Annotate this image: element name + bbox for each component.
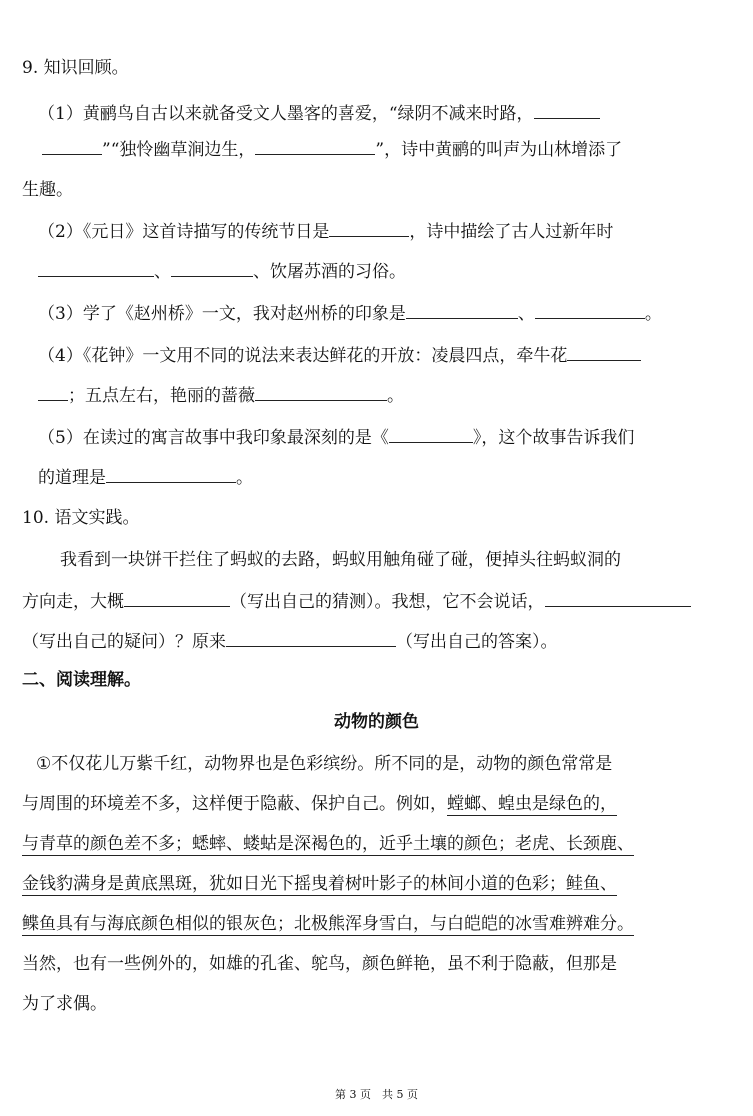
blank[interactable]	[406, 300, 518, 319]
text: 、	[517, 304, 535, 324]
q9-p1-line3: 生趣。	[22, 180, 73, 200]
blank[interactable]	[545, 588, 691, 607]
q9-p2-line1	[38, 218, 613, 244]
blank[interactable]	[329, 218, 409, 237]
text: ；五点左右，艳丽的蔷薇	[68, 386, 255, 406]
blank[interactable]	[38, 382, 68, 401]
text: 。	[644, 304, 662, 324]
passage-line: 当然，也有一些例外的，如雄的孔雀、鸵鸟，颜色鲜艳，虽不利于隐蔽，但那是	[22, 954, 617, 974]
underlined-text: 鲽鱼具有与海底颜色相似的银灰色；北极熊浑身雪白，与白皑皑的冰雪难辨难分。	[22, 914, 634, 934]
blank[interactable]	[226, 628, 396, 647]
passage-line	[22, 872, 617, 896]
q10-line2	[22, 588, 691, 614]
text: ，诗中描绘了古人过新年时	[409, 222, 614, 242]
text: 。	[387, 386, 404, 406]
q10-line1: 我看到一块饼干拦住了蚂蚁的去路，蚂蚁用触角碰了碰，便掉头往蚂蚁洞的	[60, 550, 621, 570]
underlined-text: 与青草的颜色差不多；蟋蟀、蝼蛄是深褐色的，近乎土壤的颜色；老虎、长颈鹿、	[22, 834, 634, 854]
text: （3）学了《赵州桥》一文，我对赵州桥的印象是	[38, 304, 406, 324]
text: （写出自己的答案）。	[396, 632, 558, 652]
passage-line: 为了求偶。	[22, 994, 107, 1014]
q9-p1-line2	[42, 136, 622, 162]
text: 》，这个故事告诉我们	[472, 428, 635, 448]
text: （写出自己的猜测）。我想，它不会说话，	[230, 592, 545, 612]
text: 、饮屠苏酒的习俗。	[253, 262, 406, 282]
text: （5）在读过的寓言故事中我印象最深刻的是《	[38, 428, 389, 448]
passage-line	[22, 792, 617, 816]
underlined-text: 金钱豹满身是黄底黑斑，犹如日光下摇曳着树叶影子的林间小道的色彩；鲑鱼、	[22, 874, 617, 894]
page-footer: 第 3 页 共 5 页	[335, 1088, 418, 1101]
text: ”“独怜幽草涧边生，	[102, 140, 256, 160]
q10-line3	[22, 628, 558, 654]
blank[interactable]	[567, 342, 641, 361]
q9-p3	[38, 300, 662, 326]
blank[interactable]	[171, 258, 253, 277]
q9-p2-line2	[38, 258, 406, 284]
blank[interactable]	[255, 136, 375, 155]
q9-p4-line1	[38, 342, 641, 368]
text: 。	[236, 468, 253, 488]
q9-p5-line1	[38, 424, 634, 450]
text: （写出自己的疑问）？原来	[22, 632, 226, 652]
passage-line	[22, 912, 634, 936]
text: 与周围的环境差不多，这样便于隐蔽、保护自己。例如，	[22, 794, 447, 814]
text: （2）《元日》这首诗描写的传统节日是	[38, 222, 330, 242]
blank[interactable]	[124, 588, 230, 607]
section-title: 二、阅读理解。	[22, 670, 141, 690]
text: 、	[154, 262, 171, 282]
q9-p4-line2	[38, 382, 404, 408]
blank[interactable]	[389, 424, 473, 443]
passage-title: 动物的颜色	[334, 712, 419, 732]
text: 方向走，大概	[22, 592, 124, 612]
passage-line	[22, 832, 634, 856]
q9-p5-line2	[38, 464, 253, 490]
blank[interactable]	[106, 464, 236, 483]
passage-line: ①不仅花儿万紫千红，动物界也是色彩缤纷。所不同的是，动物的颜色常常是	[36, 754, 613, 774]
q9-p1-line1	[38, 100, 600, 126]
blank[interactable]	[38, 258, 154, 277]
text: 的道理是	[38, 468, 106, 488]
blank[interactable]	[535, 300, 645, 319]
text: （4）《花钟》一文用不同的说法来表达鲜花的开放：凌晨四点，牵牛花	[38, 346, 568, 366]
q10-title: 10. 语文实践。	[22, 508, 140, 528]
blank[interactable]	[255, 382, 387, 401]
blank[interactable]	[42, 136, 102, 155]
text: （1）黄鹂鸟自古以来就备受文人墨客的喜爱，“绿阴不减来时路，	[38, 104, 534, 124]
text: ”，诗中黄鹂的叫声为山林增添了	[375, 140, 623, 160]
blank[interactable]	[534, 100, 600, 119]
q9-title: 9. 知识回顾。	[22, 58, 129, 78]
underlined-text: 螳螂、蝗虫是绿色的，	[447, 794, 617, 814]
